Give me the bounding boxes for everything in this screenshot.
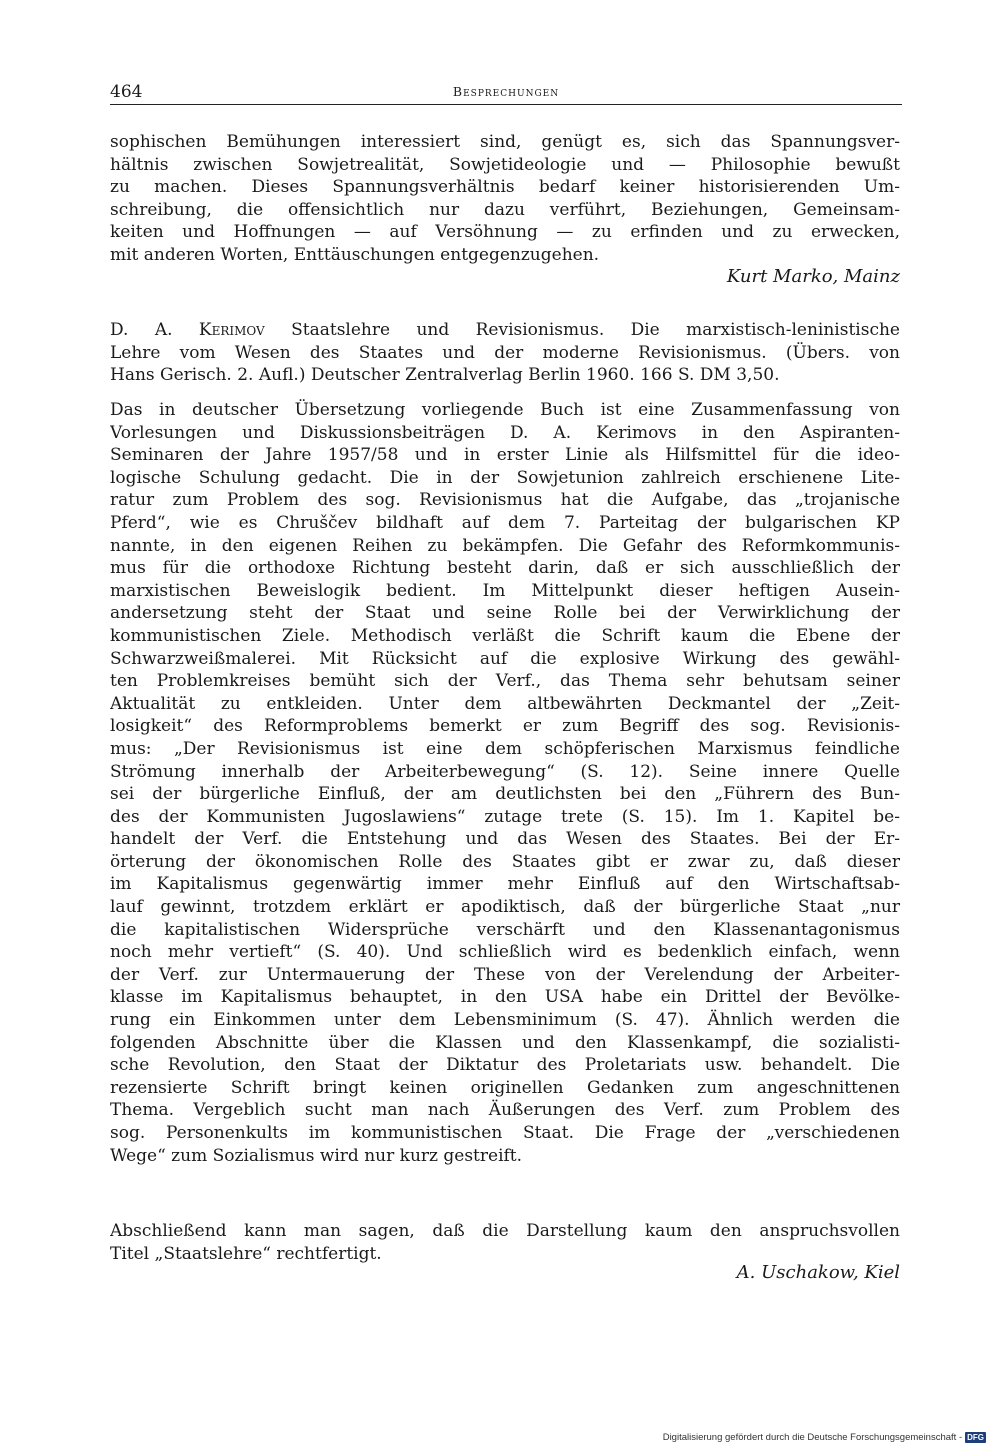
text-line: lauf gewinnt, trotzdem erklärt er apodiktisch, daß der bürgerliche Staat „nur <box>110 897 900 918</box>
text-line: Schwarzweißmalerei. Mit Rücksicht auf die explosive Wirkung des gewähl- <box>110 648 900 669</box>
text-line: klasse im Kapitalismus behauptet, in den USA habe ein Drittel der Bevölke- <box>110 987 900 1008</box>
text-line: losigkeit“ des Reformproblems bemerkt er zum Begriff des sog. Revisionis- <box>110 716 900 737</box>
text-line: ten Problemkreises bemüht sich der Verf., das Thema sehr behutsam seiner <box>110 671 900 692</box>
text-line: sophischen Bemühungen interessiert sind, genügt es, sich das Spannungsver- <box>110 132 900 152</box>
text-line: Thema. Vergeblich sucht man nach Äußerungen des Verf. zum Problem des <box>110 1100 900 1121</box>
text-line: Das in deutscher Übersetzung vorliegende Buch ist eine Zusammenfassung von <box>110 400 900 420</box>
text-line: kommunistischen Ziele. Methodisch verläßt die Schrift kaum die Ebene der <box>110 625 900 646</box>
text-line: Pferd“, wie es Chruščev bildhaft auf dem 7. Parteitag der bulgarischen KP <box>110 512 900 533</box>
review1-closing-paragraph <box>110 131 900 267</box>
text-line: zu machen. Dieses Spannungsverhältnis bedarf keiner historisierenden Um- <box>110 177 900 198</box>
text-line: logische Schulung gedacht. Die in der Sowjetunion zahlreich erschienene Lite- <box>110 467 900 488</box>
text-line: rezensierte Schrift bringt keinen originellen Gedanken zum angeschnittenen <box>110 1077 900 1098</box>
text-line: sog. Personenkults im kommunistischen Staat. Die Frage der „verschiedenen <box>110 1123 900 1143</box>
digitization-footer <box>663 1432 986 1443</box>
text-line: im Kapitalismus gegenwärtig immer mehr Einfluß auf den Wirtschaftsab- <box>110 874 900 895</box>
bib-author: D. A. Kerimov <box>110 320 265 340</box>
text-line: des der Kommunisten Jugoslawiens“ zutage trete (S. 15). Im 1. Kapitel be- <box>110 806 900 827</box>
footer-text: Digitalisierung gefördert durch die Deutsche Forschungsgemeinschaft - <box>662 1432 963 1443</box>
text-line: noch mehr vertieft“ (S. 40). Und schließlich wird es bedenklich einfach, wenn <box>110 942 900 963</box>
text-line: rung ein Einkommen unter dem Lebensminimum (S. 47). Ähnlich werden die <box>110 1010 900 1031</box>
running-title: Besprechungen <box>452 84 560 99</box>
review2-signature-wrap <box>110 1262 900 1283</box>
text-line: nannte, in den eigenen Reihen zu bekämpfen. Die Gefahr des Reformkommunis- <box>110 535 900 556</box>
bib-line <box>110 319 900 342</box>
text-line: Abschließend kann man sagen, daß die Darstellung kaum den anspruchsvollen <box>110 1221 900 1241</box>
bibliographic-entry <box>110 319 900 387</box>
text-line: mus für die orthodoxe Richtung besteht darin, daß er sich ausschließlich der <box>110 558 900 579</box>
text-line: die kapitalistischen Widersprüche verschärft und den Klassenantagonismus <box>110 919 900 940</box>
review2-signature: A. Uschakow, Kiel <box>736 1262 900 1283</box>
text-line: hältnis zwischen Sowjetrealität, Sowjetideologie und — Philosophie bewußt <box>110 154 900 175</box>
text-line: der Verf. zur Untermauerung der These von der Verelendung der Arbeiter- <box>110 964 900 985</box>
text-line: örterung der ökonomischen Rolle des Staates gibt er zwar zu, daß dieser <box>110 851 900 872</box>
text-line: folgenden Abschnitte über die Klassen und den Klassenkampf, die sozialisti- <box>110 1032 900 1053</box>
text-line: keiten und Hoffnungen — auf Versöhnung — zu erfinden und zu erwecken, <box>110 222 900 243</box>
text-line: Titel „Staatslehre“ rechtfertigt. <box>110 1243 382 1264</box>
bib-line: Hans Gerisch. 2. Aufl.) Deutscher Zentralverlag Berlin 1960. 166 S. DM 3,50. <box>110 365 780 386</box>
page-number: 464 <box>110 82 143 102</box>
review2-body-paragraph <box>110 399 900 1167</box>
text-line: ratur zum Problem des sog. Revisionismus hat die Aufgabe, das „trojanische <box>110 490 900 511</box>
text-line: Vorlesungen und Diskussionsbeiträgen D. A. Kerimovs in den Aspiranten- <box>110 422 900 443</box>
text-line: Seminaren der Jahre 1957/58 und in erster Linie als Hilfsmittel für die ideo- <box>110 445 900 466</box>
bib-line: Lehre vom Wesen des Staates und der moderne Revisionismus. (Übers. von <box>110 342 900 363</box>
review1-signature-wrap <box>110 266 900 287</box>
review1-signature: Kurt Marko, Mainz <box>726 266 900 287</box>
text-line: Wege“ zum Sozialismus wird nur kurz gestreift. <box>110 1145 523 1166</box>
page-header <box>110 84 902 105</box>
text-line: sei der bürgerliche Einfluß, der am deutlichsten bei den „Führern des Bun- <box>110 784 900 805</box>
text-line: marxistischen Beweislogik bedient. Im Mittelpunkt dieser heftigen Ausein- <box>110 580 900 601</box>
text-line: sche Revolution, den Staat der Diktatur des Proletariats usw. behandelt. Die <box>110 1055 900 1076</box>
review2-conclusion-paragraph <box>110 1220 900 1265</box>
bib-title: Staatslehre und Revisionismus. Die marxistisch-leninistische <box>264 320 900 340</box>
text-line: handelt der Verf. die Entstehung und das Wesen des Staates. Bei der Er- <box>110 829 900 850</box>
text-line: Strömung innerhalb der Arbeiterbewegung“ (S. 12). Seine innere Quelle <box>110 761 900 782</box>
text-line: andersetzung steht der Staat und seine Rolle bei der Verwirklichung der <box>110 603 900 624</box>
text-line: schreibung, die offensichtlich nur dazu verführt, Beziehungen, Gemeinsam- <box>110 199 900 220</box>
text-line: mit anderen Worten, Enttäuschungen entgegenzugehen. <box>110 244 600 265</box>
dfg-logo-icon: DFG <box>967 1433 984 1442</box>
text-line: Aktualität zu entkleiden. Unter dem altbewährten Deckmantel der „Zeit- <box>110 693 900 714</box>
text-line: mus: „Der Revisionismus ist eine dem schöpferischen Marxismus feindliche <box>110 738 900 759</box>
